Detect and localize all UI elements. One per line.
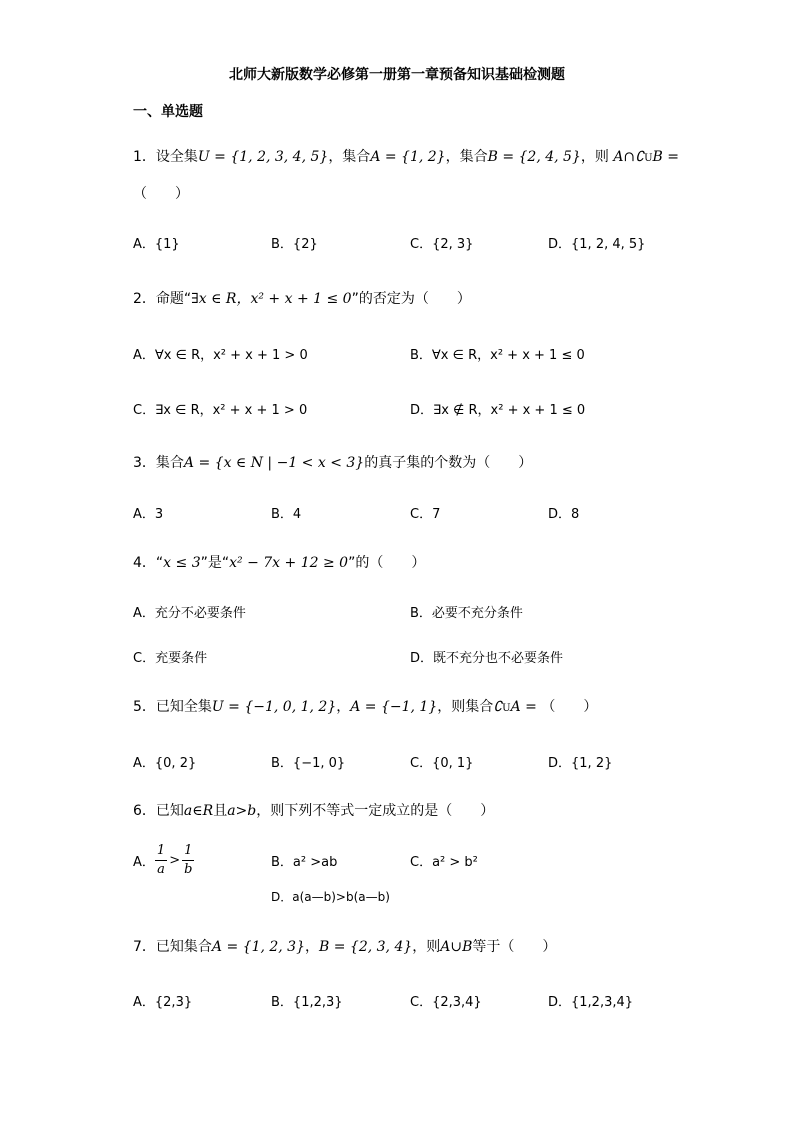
- q2-option-a: A．∀x ∈ R，x² + x + 1 > 0: [133, 348, 308, 363]
- q1-option-a: A．{1}: [133, 237, 180, 252]
- q3-option-c: C．7: [410, 507, 441, 522]
- q4-text-c: ”是“: [200, 555, 230, 571]
- q5-option-b: B．{−1, 0}: [271, 756, 346, 771]
- q1-option-c: C．{2, 3}: [410, 237, 474, 252]
- q6-cond-1: a∈R: [183, 803, 214, 819]
- q5-paren: （ ）: [541, 699, 598, 715]
- q2-option-b: B．∀x ∈ R，x² + x + 1 ≤ 0: [410, 348, 585, 363]
- q2-text-c: ”的否定为（ ）: [351, 291, 471, 307]
- q6-frac-right-num: 1: [182, 842, 194, 861]
- q3-text-c: 的真子集的个数为（ ）: [364, 455, 533, 471]
- q6-frac-left-den: a: [157, 861, 165, 877]
- q2-option-d: D．∃x ∉ R，x² + x + 1 ≤ 0: [410, 403, 586, 418]
- q3-text-a: 3．集合: [133, 455, 184, 471]
- q2-proposition: ∃x ∈ R，x² + x + 1 ≤ 0: [191, 291, 352, 307]
- q6-option-a: [133, 840, 194, 880]
- q4-text-a: 4．“: [133, 555, 164, 571]
- q5-text-a: 5．已知全集: [133, 699, 212, 715]
- q1-expr-a: A∩∁: [613, 149, 645, 165]
- q5-expr: A =: [510, 699, 537, 715]
- question-6-stem: [133, 800, 494, 820]
- q6-frac-left: [155, 842, 167, 879]
- question-3-stem: [133, 452, 532, 472]
- q4-condition-2: x² − 7x + 12 ≥ 0: [229, 555, 349, 571]
- q3-set-a: A = {x ∈ N | −1 < x < 3}: [183, 455, 365, 471]
- q6-text-a: 6．已知: [133, 803, 184, 819]
- q1-option-d: D．{1, 2, 4, 5}: [548, 237, 646, 252]
- q1-text-g: ，则: [580, 149, 609, 165]
- q7-option-c: C．{2,3,4}: [410, 995, 482, 1010]
- q7-option-a: A．{2,3}: [133, 995, 193, 1010]
- q6-option-d: D．a(a—b)>b(a—b): [271, 890, 390, 904]
- q5-option-d: D．{1, 2}: [548, 756, 613, 771]
- q6-text-c: 且: [213, 803, 228, 819]
- q7-set-b: B = {2, 3, 4}: [319, 939, 413, 955]
- q1-set-a: A = {1, 2}: [370, 149, 446, 165]
- q6-text-e: ，则下列不等式一定成立的是（ ）: [256, 803, 495, 819]
- q3-option-d: D．8: [548, 507, 580, 522]
- q7-union: A∪B: [440, 939, 473, 955]
- q1-expr-b: B =: [652, 149, 679, 165]
- q5-text-e: ，则集合: [437, 699, 494, 715]
- q2-option-c: C．∃x ∈ R，x² + x + 1 > 0: [133, 403, 308, 418]
- section-heading: 一、单选题: [133, 104, 203, 120]
- question-1-paren: （ ）: [133, 186, 189, 202]
- q6-option-a-label: A．: [133, 854, 155, 870]
- q6-frac-left-num: 1: [155, 842, 167, 861]
- q6-frac-op: >: [169, 852, 181, 868]
- q1-text-c: ，集合: [328, 149, 371, 165]
- q3-option-b: B．4: [271, 507, 302, 522]
- q5-set-a: A = {−1, 1}: [350, 699, 438, 715]
- q3-option-a: A．3: [133, 507, 164, 522]
- q6-frac-right: [182, 842, 194, 879]
- q4-condition-1: x ≤ 3: [163, 555, 201, 571]
- q1-option-b: B．{2}: [271, 237, 318, 252]
- page-title: 北师大新版数学必修第一册第一章预备知识基础检测题: [229, 67, 565, 83]
- q7-set-a: A = {1, 2, 3}: [211, 939, 305, 955]
- q6-frac-right-den: b: [184, 861, 193, 877]
- q7-text-a: 7．已知集合: [133, 939, 212, 955]
- question-4-stem: [133, 552, 425, 572]
- q7-text-c: ，: [305, 939, 319, 955]
- q7-text-e: ，则: [412, 939, 441, 955]
- q4-option-b: B．必要不充分条件: [410, 606, 523, 621]
- q7-text-g: 等于（ ）: [472, 939, 557, 955]
- q2-text-a: 2．命题“: [133, 291, 192, 307]
- q5-option-c: C．{0, 1}: [410, 756, 474, 771]
- q6-cond-2: a>b: [227, 803, 257, 819]
- q5-complement: ∁: [493, 699, 503, 715]
- q7-option-d: D．{1,2,3,4}: [548, 995, 634, 1010]
- q1-set-b: B = {2, 4, 5}: [487, 149, 581, 165]
- question-7-stem: [133, 936, 556, 956]
- q4-option-a: A．充分不必要条件: [133, 606, 246, 621]
- question-1-stem: 1．设全集U = {1, 2, 3, 4, 5}，集合A = {1, 2}，集合B = {2, 4, 5}，则 A∩∁UB =: [133, 149, 679, 165]
- q5-set-u: U = {−1, 0, 1, 2}: [211, 699, 337, 715]
- q1-text-a: 1．设全集: [133, 149, 198, 165]
- q4-option-c: C．充要条件: [133, 651, 208, 666]
- q1-set-u: U = {1, 2, 3, 4, 5}: [197, 149, 329, 165]
- q5-text-c: ，: [336, 699, 351, 715]
- question-5-stem: 5．已知全集U = {−1, 0, 1, 2}，A = {−1, 1}，则集合∁UA = （ ）: [133, 699, 598, 715]
- question-2-stem: [133, 288, 471, 308]
- q1-text-e: ，集合: [445, 149, 488, 165]
- q7-option-b: B．{1,2,3}: [271, 995, 343, 1010]
- q4-text-e: ”的（ ）: [348, 555, 426, 571]
- q4-option-d: D．既不充分也不必要条件: [410, 651, 564, 666]
- q5-option-a: A．{0, 2}: [133, 756, 197, 771]
- q6-option-b: B．a² >ab: [271, 855, 338, 870]
- q6-option-c: C．a² > b²: [410, 855, 478, 870]
